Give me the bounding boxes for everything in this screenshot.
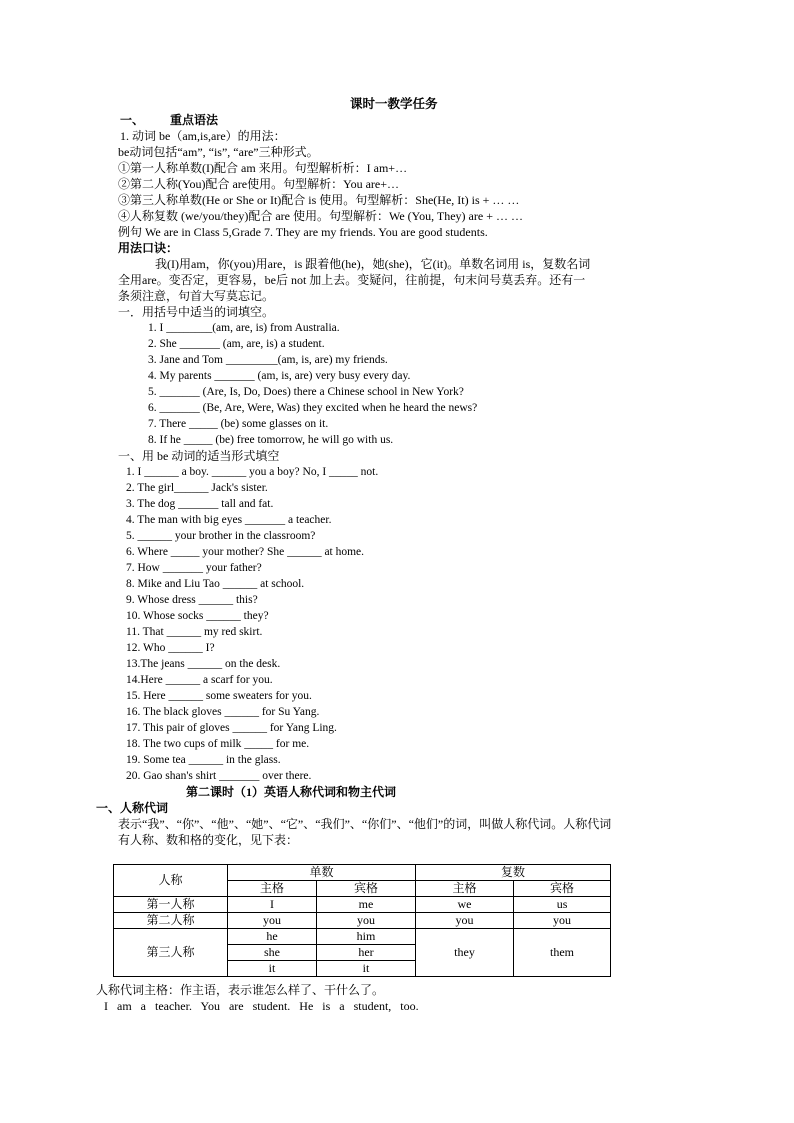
exercise-2-item: 9. Whose dress ______ this? [126,594,258,606]
table-cell: us [514,897,611,913]
exercise-2-item: 7. How _______ your father? [126,562,262,574]
row-label-second-person: 第二人称 [114,913,228,929]
exercise-2-item: 5. ______ your brother in the classroom? [126,530,316,542]
personal-pronoun-heading: 一、人称代词 [96,801,169,815]
exercise-2-item: 19. Some tea ______ in the glass. [126,754,281,766]
lesson-2-title: 第二课时（1）英语人称代词和物主代词 [186,785,397,799]
rhyme-heading: 用法口诀： [118,241,179,255]
rhyme-line-2: 全用are。变否定，更容易，be后 not 加上去。变疑问，往前提，句末问号莫丢弃。还有一 [118,273,586,287]
table-cell: you [228,913,317,929]
table-cell: you [514,913,611,929]
exercise-1-item: 4. My parents _______ (am, is, are) very busy every day. [148,370,411,382]
exercise-2-item: 17. This pair of gloves ______ for Yang Ling. [126,722,337,734]
exercise-1-item: 3. Jane and Tom _________(am, is, are) my friends. [148,354,388,366]
table-cell: we [416,897,514,913]
row-label-third-person: 第三人称 [114,929,228,977]
table-cell: they [416,929,514,977]
exercise-2-item: 3. The dog _______ tall and fat. [126,498,274,510]
exercise-2-item: 14.Here ______ a scarf for you. [126,674,273,686]
grammar-rule-1: ①第一人称单数(I)配合 am 来用。句型解析析：I am+… [118,161,408,175]
table-cell: you [416,913,514,929]
header-accusative-singular: 宾格 [317,881,416,897]
table-cell: he [228,929,317,945]
exercise-2-item: 8. Mike and Liu Tao ______ at school. [126,578,305,590]
exercise-2-item: 11. That ______ my red skirt. [126,626,263,638]
exercise-1-item: 5. _______ (Are, Is, Do, Does) there a Chinese school in New York? [148,386,464,398]
table-cell: him [317,929,416,945]
exercise-1-item: 2. She _______ (am, are, is) a student. [148,338,325,350]
exercise-1-item: 8. If he _____ (be) free tomorrow, he will go with us. [148,434,394,446]
grammar-example: 例句 We are in Class 5,Grade 7. They are my friends. You are good students. [118,225,488,239]
exercise-2-item: 16. The black gloves ______ for Su Yang. [126,706,320,718]
grammar-rule-2: ②第二人称(You)配合 are使用。句型解析：You are+… [118,177,399,191]
page-title: 课时一教学任务 [350,97,438,111]
exercise-2-item: 12. Who ______ I? [126,642,215,654]
table-cell: I [228,897,317,913]
pronoun-intro-line-1: 表示“我”、“你”、“他”、“她”、“它”、“我们”、“你们”、“他们”的词，叫做人称代词。人称代词 [118,817,612,831]
header-nominative-singular: 主格 [228,881,317,897]
table-cell: her [317,945,416,961]
exercise-2-item: 4. The man with big eyes _______ a teacher. [126,514,332,526]
pronoun-table [113,864,611,977]
exercise-2-item: 2. The girl______ Jack's sister. [126,482,268,494]
exercise-2-item: 15. Here ______ some sweaters for you. [126,690,312,702]
exercise-2-item: 6. Where _____ your mother? She ______ at home. [126,546,365,558]
pronoun-intro-line-2: 有人称、数和格的变化，见下表： [118,833,299,847]
table-cell: them [514,929,611,977]
table-cell: me [317,897,416,913]
rhyme-line-1: 我(I)用am，你(you)用are，is 跟着他(he)，她(she)，它(it)。单数名词用 is，复数名词 [155,257,591,271]
section-1-number: 一、 [120,113,145,127]
exercise-1-heading: 一．用括号中适当的词填空。 [118,305,275,319]
example-sentence: I am a teacher. You are student. He is a student, too. [104,999,419,1013]
table-cell: you [317,913,416,929]
header-nominative-plural: 主格 [416,881,514,897]
grammar-forms: be动词包括“am”, “is”, “are”三种形式。 [118,145,319,159]
exercise-1-item: 7. There _____ (be) some glasses on it. [148,418,329,430]
exercise-1-item: 1. I ________(am, are, is) from Australia. [148,322,340,334]
exercise-2-item: 20. Gao shan's shirt _______ over there. [126,770,312,782]
header-singular: 单数 [228,865,416,881]
grammar-item-1: 1. 动词 be（am,is,are）的用法： [120,129,286,143]
exercise-2-item: 10. Whose socks ______ they? [126,610,269,622]
header-plural: 复数 [416,865,611,881]
table-cell: she [228,945,317,961]
header-accusative-plural: 宾格 [514,881,611,897]
section-1-heading: 重点语法 [170,113,219,127]
header-person: 人称 [114,865,228,897]
grammar-rule-4: ④人称复数 (we/you/they)配合 are 使用。句型解析：We (You, They) are + … … [118,209,523,223]
rhyme-line-3: 条须注意，句首大写莫忘记。 [118,289,275,303]
nominative-note: 人称代词主格：作主语，表示谁怎么样了、干什么了。 [96,983,385,997]
table-cell: it [317,961,416,977]
exercise-2-heading: 一、用 be 动词的适当形式填空 [118,449,280,463]
exercise-2-item: 1. I ______ a boy. ______ you a boy? No, I _____ not. [126,466,379,478]
exercise-2-item: 18. The two cups of milk _____ for me. [126,738,310,750]
row-label-first-person: 第一人称 [114,897,228,913]
exercise-1-item: 6. _______ (Be, Are, Were, Was) they excited when he heard the news? [148,402,478,414]
table-cell: it [228,961,317,977]
exercise-2-item: 13.The jeans ______ on the desk. [126,658,281,670]
grammar-rule-3: ③第三人称单数(He or She or It)配合 is 使用。句型解析：She(He, It) is + … … [118,193,520,207]
